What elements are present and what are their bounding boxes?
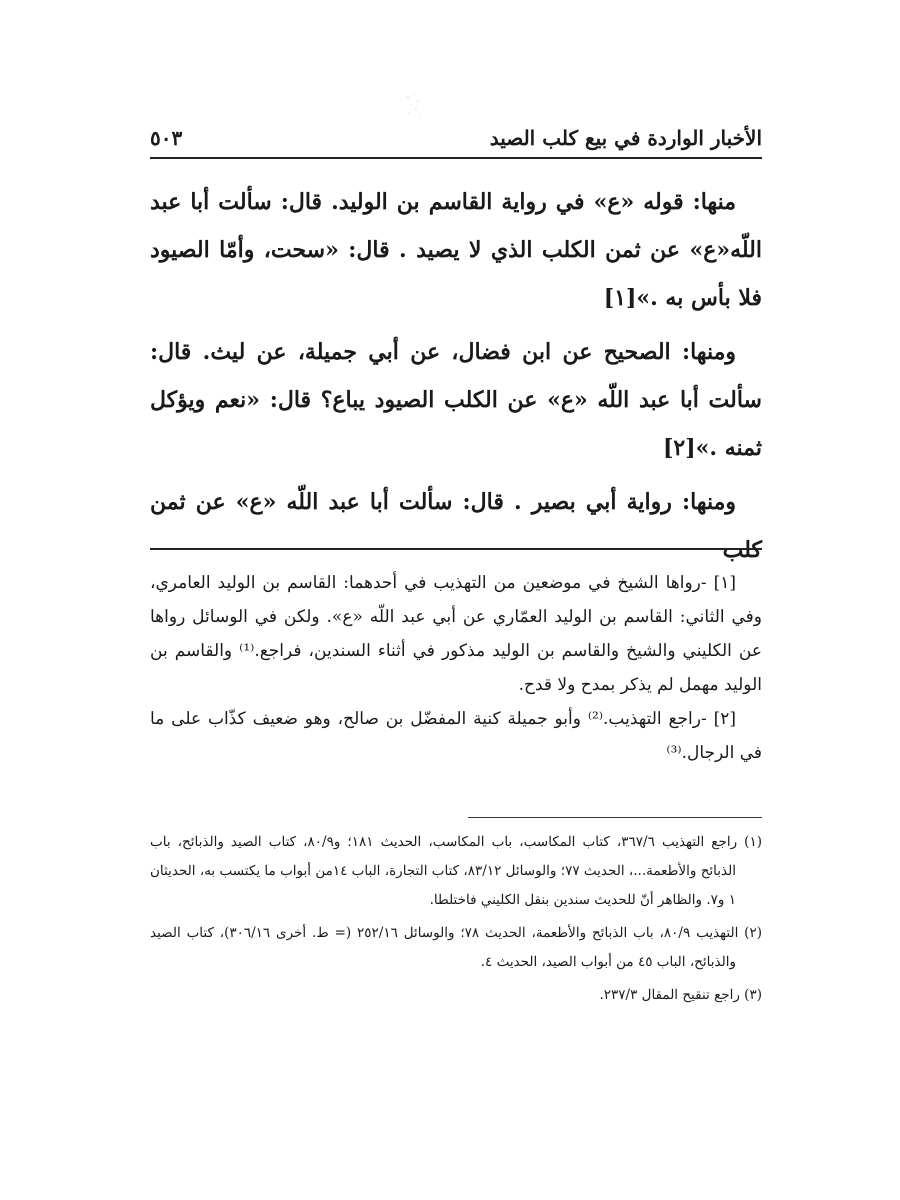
footnote: (١) راجع التهذيب ٣٦٧/٦، كتاب المكاسب، باب المكاسب، الحديث ١٨١؛ و٨٠/٩، كتاب الصيد والذبائح، باب الذبائح والأطعمة...، الحديث ٧٧؛ والوسائل ٨٣/١٢، كتاب التجارة، الباب ١٤من أبواب ما يكتسب به، الحديثان ١ و٧. والظاهر أنّ للحديث سندين بنقل الكليني فاختلطا.	[150, 834, 762, 908]
main-divider	[150, 548, 762, 550]
footnote: (٣) راجع تنقيح المقال ٢٣٧/٣.	[599, 987, 762, 1003]
editor-note: [٢] -راجع التهذيب.⁽²⁾ وأبو جميلة كنية المفضّل بن صالح، وهو ضعيف كذّاب على ما في الرجال.⁽³⁾	[150, 709, 762, 763]
notes-divider	[468, 817, 762, 818]
footnotes	[150, 828, 762, 1014]
running-title: الأخبار الواردة في بيع كلب الصيد	[489, 126, 762, 150]
header-divider	[150, 157, 762, 159]
main-paragraph: ومنها: الصحيح عن ابن فضال، عن أبي جميلة، عن ليث. قال: سألت أبا عبد اللّه «ع» عن الكلب الصيود يباع؟ قال: «نعم ويؤكل ثمنه .»[٢]	[150, 339, 762, 461]
page-number: ٥٠٣	[150, 126, 183, 150]
scan-speck	[404, 92, 424, 116]
editor-notes	[150, 566, 762, 770]
footnote: (٢) التهذيب ٨٠/٩، باب الذبائح والأطعمة، الحديث ٧٨؛ والوسائل ٢٥٢/١٦ (= ط. أخرى ٣٠٦/١٦)، كتاب الصيد والذبائح، الباب ٤٥ من أبواب الصيد، الحديث ٤.	[150, 925, 762, 970]
main-paragraph: منها: قوله «ع» في رواية القاسم بن الوليد. قال: سألت أبا عبد اللّه«ع» عن ثمن الكلب الذي لا يصيد . قال: «سحت، وأمّا الصيود فلا بأس به .»[١]	[150, 189, 762, 311]
main-text	[150, 178, 762, 580]
editor-note: [١] -رواها الشيخ في موضعين من التهذيب في أحدهما: القاسم بن الوليد العامري، وفي الثاني: القاسم بن الوليد العمّاري عن أبي عبد اللّه «ع». ولكن في الوسائل رواها عن الكليني والشيخ والقاسم بن الوليد مذكور في أثناء السندين، فراجع.⁽¹⁾ والقاسم بن الوليد مهمل لم يذكر بمدح ولا قدح.	[150, 573, 762, 695]
running-header	[150, 124, 762, 158]
main-paragraph: ومنها: رواية أبي بصير . قال: سألت أبا عبد اللّه «ع» عن ثمن كلب	[150, 489, 762, 563]
